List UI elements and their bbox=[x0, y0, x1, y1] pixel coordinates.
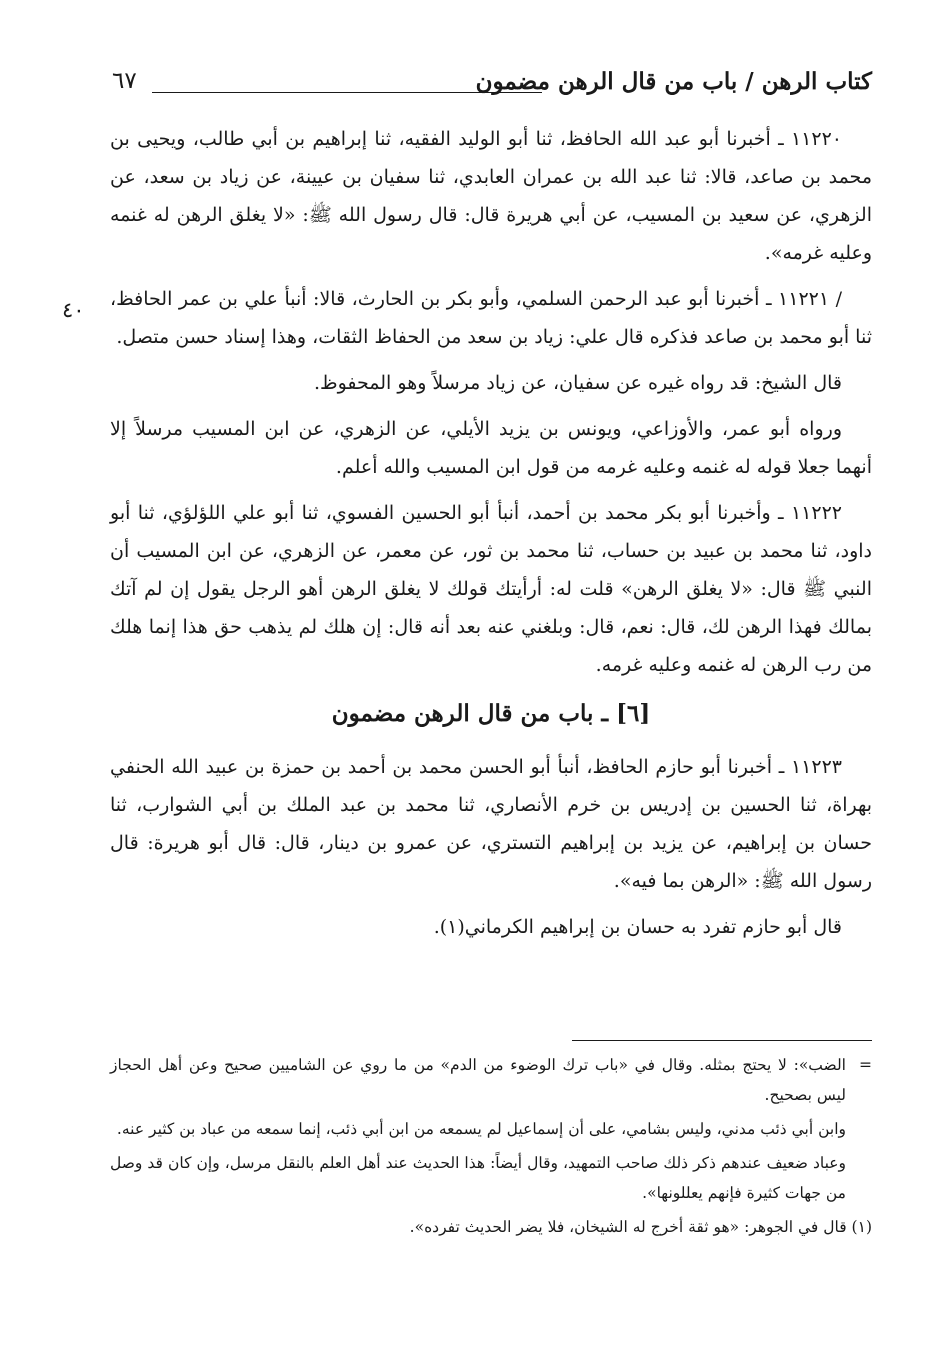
footnote-1: (١) قال في الجوهر: «هو ثقة أخرج له الشيخان، فلا يضر الحديث تفرده». bbox=[409, 1218, 872, 1236]
main-text bbox=[110, 120, 872, 954]
narration-note: ورواه أبو عمر، والأوزاعي، ويونس بن يزيد الأيلي، عن الزهري، عن ابن المسيب مرسلاً إلا أنهما جعلا قوله له غنمه وعليه غرمه من قول ابن المسيب والله أعلم. bbox=[110, 418, 872, 478]
abu-hazim-comment: قال أبو حازم تفرد به حسان بن إبراهيم الكرماني(١). bbox=[433, 916, 842, 938]
footnote-rule bbox=[572, 1040, 872, 1041]
hadith-11222: ١١٢٢٢ ـ وأخبرنا أبو بكر محمد بن أحمد، أنبأ أبو الحسين الفسوي، ثنا أبو علي اللؤلؤي، ثنا أبو داود، ثنا محمد بن عبيد بن حساب، ثنا محمد بن ثور، عن معمر، عن الزهري، عن ابن المسيب أن النبي ﷺ قال: «لا يغلق الرهن» قلت له: أرأيتك قولك لا يغلق الرهن أهو الرجل يقول إن لم آتك بمالك فهذا الرهن لك، قال: نعم، قال: وبلغني عنه بعد أنه قال: إن هلك لم يذهب حق هذا إنما هلك من رب الرهن له غنمه وعليه غرمه. bbox=[110, 502, 872, 676]
footnote-continuation-3: وعباد ضعيف عندهم ذكر ذلك صاحب التمهيد، وقال أيضاً: هذا الحديث عند أهل العلم بالنقل مرسل، وإن كان قد وصل من جهات كثيرة فإنهم يعللونها». bbox=[110, 1154, 846, 1202]
margin-page-reference: ٤٠ bbox=[62, 298, 85, 322]
running-title: كتاب الرهن / باب من قال الرهن مضمون bbox=[475, 68, 872, 95]
sheikh-comment: قال الشيخ: قد رواه غيره عن سفيان، عن زياد مرسلاً وهو المحفوظ. bbox=[313, 372, 842, 394]
hadith-11220: ١١٢٢٠ ـ أخبرنا أبو عبد الله الحافظ، ثنا أبو الوليد الفقيه، ثنا إبراهيم بن أبي طالب، ويحيى بن محمد بن صاعد، قالا: ثنا عبد الله بن عمران العابدي، ثنا سفيان بن عيينة، عن زياد بن سعد، عن الزهري، عن سعيد بن المسيب، عن أبي هريرة قال: قال رسول الله ﷺ: «لا يغلق الرهن له غنمه وعليه غرمه». bbox=[110, 128, 872, 264]
footnote-continuation bbox=[110, 1050, 872, 1110]
page-number: ٦٧ bbox=[112, 68, 137, 94]
footnotes bbox=[110, 1050, 872, 1246]
footnote-continuation-2: وابن أبي ذئب مدني، وليس بشامي، على أن إسماعيل لم يسمعه من ابن أبي ذئب، إنما سمعه من عباد بن كثير عنه. bbox=[116, 1120, 846, 1138]
chapter-heading: [٦] ـ باب من قال الرهن مضمون bbox=[331, 700, 651, 727]
continuation-mark: = bbox=[859, 1056, 872, 1074]
hadith-11221: / ١١٢٢١ ـ أخبرنا أبو عبد الرحمن السلمي، وأبو بكر بن الحارث، قالا: أنبأ علي بن عمر الحافظ، ثنا أبو محمد بن صاعد فذكره قال علي: زياد بن سعد من الحفاظ الثقات، وهذا إسناد حسن متصل. bbox=[110, 288, 872, 348]
page-header bbox=[112, 64, 872, 104]
hadith-11223: ١١٢٢٣ ـ أخبرنا أبو حازم الحافظ، أنبأ أبو الحسن محمد بن أحمد بن حمزة بن عبيد الله الحنفي بهراة، ثنا الحسين بن إدريس بن خرم الأنصاري، ثنا محمد بن عبد الملك بن أبي الشوارب، ثنا حسان بن إبراهيم، عن يزيد بن إبراهيم التستري، عن عمرو بن دينار، قال: قال أبو هريرة: قال رسول الله ﷺ: «الرهن بما فيه». bbox=[110, 756, 872, 892]
footnote-continuation-text: الضب»: لا يحتج بمثله. وقال في «باب ترك الوضوء من الدم» من ما روي عن الشاميين صحيح وعن أهل الحجاز ليس بصحيح. bbox=[110, 1056, 846, 1104]
header-rule bbox=[152, 92, 542, 93]
